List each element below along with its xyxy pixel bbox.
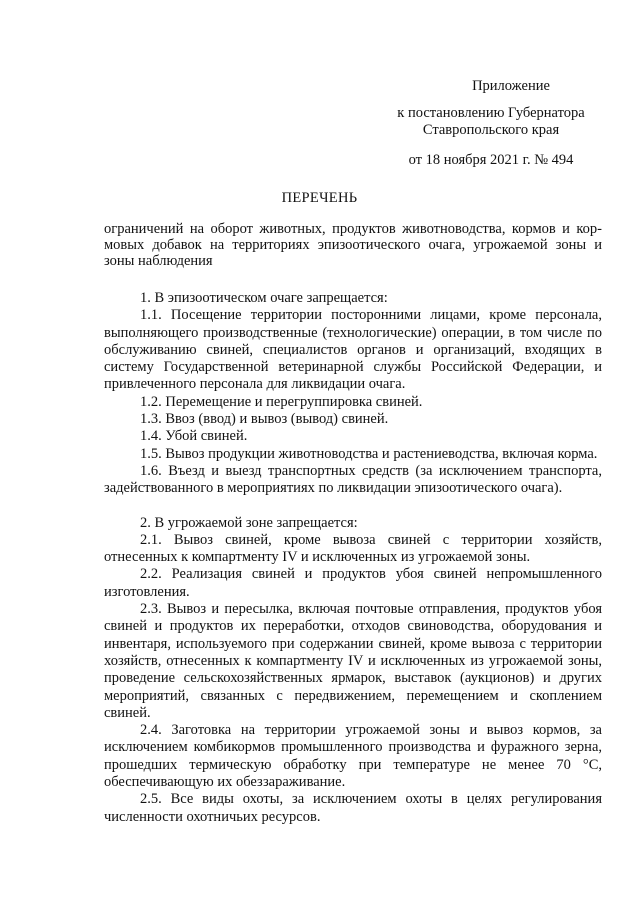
paragraph-2-1: 2.1. Вывоз свиней, кроме вывоза свиней с территории хозяйств, отнесенных к компартменту IV и исключенных из угрожаемой зоны. (104, 531, 602, 566)
appendix-date: от 18 ноября 2021 г. № 494 (408, 152, 574, 168)
section-1-heading: 1. В эпизоотическом очаге запрещается: (140, 290, 388, 306)
appendix-line-2: Ставропольского края (422, 122, 560, 138)
paragraph-1-1: 1.1. Посещение территории посторонними лицами, кроме персонала, выполняющего производственные (технологические) операции, в том числе по обслуживанию свиней, специалистов органов и организаций, входящих в систему Государственной ветеринарной службы Российской Федерации, и привлеченного персонала для ликвидации очага. (104, 307, 602, 393)
appendix-line-1: к постановлению Губернатора (397, 105, 585, 121)
document-subtitle (104, 221, 602, 269)
subtitle-line-3: зоны наблюдения (104, 253, 213, 269)
appendix-title: Приложение (472, 78, 550, 94)
paragraph-2-3: 2.3. Вывоз и пересылка, включая почтовые отправления, продуктов убоя свиней и продуктов их переработки, отходов свиноводства, оборудования и инвентаря, используемого при содержании свиней, кроме вывоза с территории хозяйств, отнесенных к компартменту IV и исключенных из угрожаемой зоны, проведение сельскохозяйственных ярмарок, выставок (аукционов) и других мероприятий, связанных с передвижением, перемещением и скоплением свиней. (104, 601, 602, 721)
paragraph-1-6: 1.6. Въезд и выезд транспортных средств (за исключением транспорта, задействованного в мероприятиях по ликвидации эпизоотического очага). (104, 462, 602, 497)
subtitle-line-2: мовых добавок на территориях эпизоотического очага, угрожаемой зоны и (104, 237, 602, 253)
paragraph-1-3: 1.3. Ввоз (ввод) и вывоз (вывод) свиней. (140, 411, 389, 428)
paragraph-1-5: 1.5. Вывоз продукции животноводства и растениеводства, включая корма. (140, 445, 598, 462)
subtitle-line-1: ограничений на оборот животных, продуктов животноводства, кормов и кор- (104, 221, 602, 237)
paragraph-2-4: 2.4. Заготовка на территории угрожаемой зоны и вывоз кормов, за исключением комбикормов промышленного производства и фуражного зерна, прошедших термическую обработку при температуре не менее 70 °С, обеспечивающую их обеззараживание. (104, 722, 602, 791)
paragraph-2-5: 2.5. Все виды охоты, за исключением охоты в целях регулирования численности охотничьих ресурсов. (104, 791, 602, 825)
paragraph-1-2: 1.2. Перемещение и перегруппировка свиней. (140, 393, 423, 410)
paragraph-2-2: 2.2. Реализация свиней и продуктов убоя свиней непромышленного изготовления. (104, 566, 602, 600)
document-body (104, 290, 602, 826)
paragraph-1-4: 1.4. Убой свиней. (140, 428, 248, 445)
section-2-heading: 2. В угрожаемой зоне запрещается: (140, 514, 358, 531)
appendix-block (381, 78, 601, 169)
document-title: ПЕРЕЧЕНЬ (281, 190, 358, 206)
